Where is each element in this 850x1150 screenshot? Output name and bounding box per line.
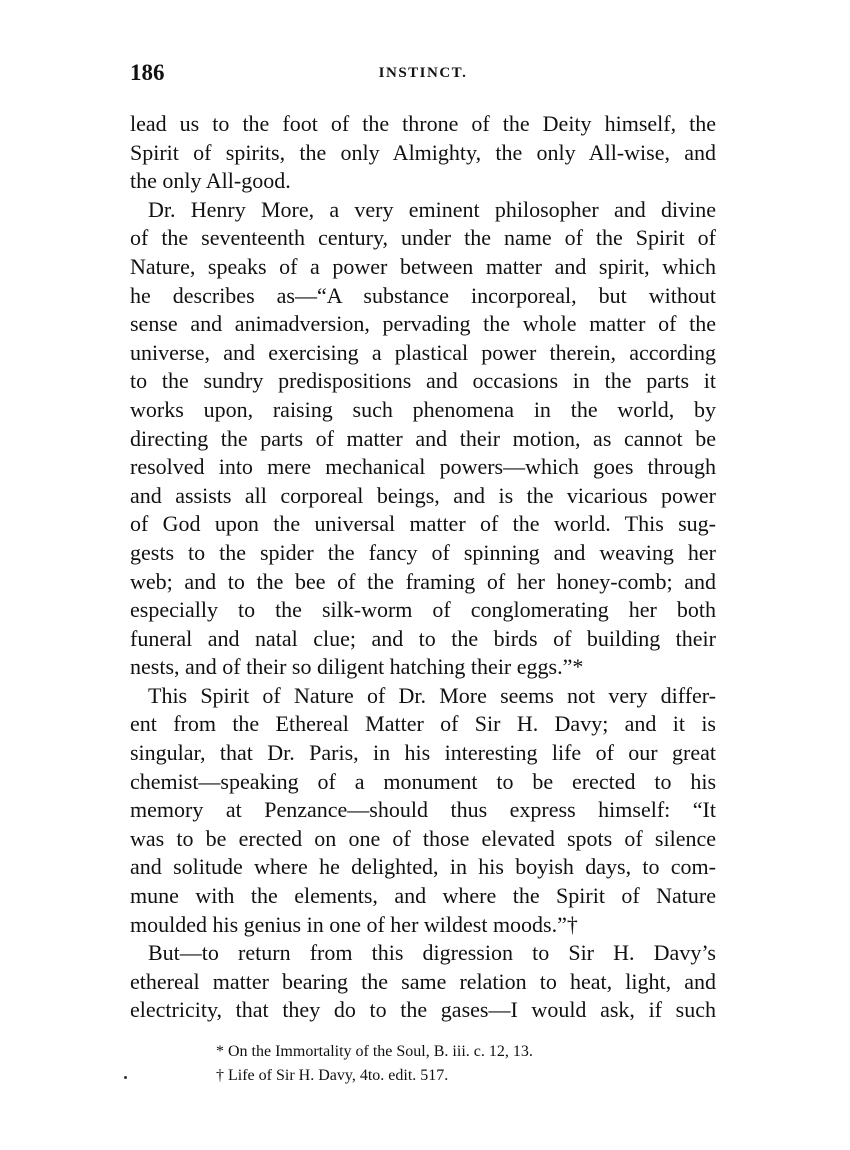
text-line: to the sundry predispositions and occasions in the parts it [130, 368, 716, 394]
text-line: memory at Penzance—should thus express himself: “It [130, 797, 716, 823]
text-line: and solitude where he delighted, in his boyish days, to com- [130, 854, 716, 880]
text-line: especially to the silk-worm of conglomerating her both [130, 597, 716, 623]
text-line: mune with the elements, and where the Spirit of Nature [130, 883, 716, 909]
text-line: Spirit of spirits, the only Almighty, the only All-wise, and [130, 139, 716, 165]
text-line: he describes as—“A substance incorporeal, but without [130, 282, 716, 308]
footnote: * On the Immortality of the Soul, B. iii. c. 12, 13. [216, 1043, 533, 1060]
page-number: 186 [130, 60, 165, 85]
text-line: But—to return from this digression to Sir H. Davy’s [148, 940, 716, 966]
text-line: universe, and exercising a plastical power therein, according [130, 339, 716, 365]
footnotes [130, 1040, 716, 1088]
text-line: This Spirit of Nature of Dr. More seems not very differ- [148, 682, 716, 708]
text-line: was to be erected on one of those elevated spots of silence [130, 825, 716, 851]
text-line: moulded his genius in one of her wildest moods.”† [130, 911, 578, 937]
text-line: funeral and natal clue; and to the birds of building their [130, 625, 716, 651]
text-line: ent from the Ethereal Matter of Sir H. Davy; and it is [130, 711, 716, 737]
text-line: directing the parts of matter and their motion, as cannot be [130, 425, 716, 451]
text-line: lead us to the foot of the throne of the Deity himself, the [130, 111, 716, 136]
text-line: sense and animadversion, pervading the whole matter of the [130, 311, 716, 337]
text-line: ethereal matter bearing the same relation to heat, light, and [130, 968, 716, 994]
text-line: nests, and of their so diligent hatching their eggs.”* [130, 654, 584, 680]
body-text [130, 110, 716, 1025]
text-line: singular, that Dr. Paris, in his interesting life of our great [130, 740, 716, 766]
text-line: gests to the spider the fancy of spinning and weaving her [130, 539, 716, 565]
running-head [130, 60, 716, 90]
text-line: the only All-good. [130, 168, 291, 194]
text-line: Nature, speaks of a power between matter and spirit, which [130, 253, 716, 279]
text-line: and assists all corporeal beings, and is the vicarious power [130, 482, 716, 508]
footnote: † Life of Sir H. Davy, 4to. edit. 517. [216, 1067, 449, 1084]
text-line: of God upon the universal matter of the world. This sug- [130, 511, 716, 537]
text-line: of the seventeenth century, under the name of the Spirit of [130, 225, 716, 251]
text-line: web; and to the bee of the framing of her honey-comb; and [130, 568, 716, 594]
text-line: Dr. Henry More, a very eminent philosopher and divine [148, 196, 716, 222]
text-line: electricity, that they do to the gases—I would ask, if such [130, 997, 716, 1023]
text-line: resolved into mere mechanical powers—which goes through [130, 454, 716, 480]
running-title: INSTINCT. [378, 65, 468, 81]
print-speck [124, 1076, 127, 1079]
text-line: works upon, raising such phenomena in the world, by [130, 396, 716, 422]
text-line: chemist—speaking of a monument to be erected to his [130, 768, 716, 794]
